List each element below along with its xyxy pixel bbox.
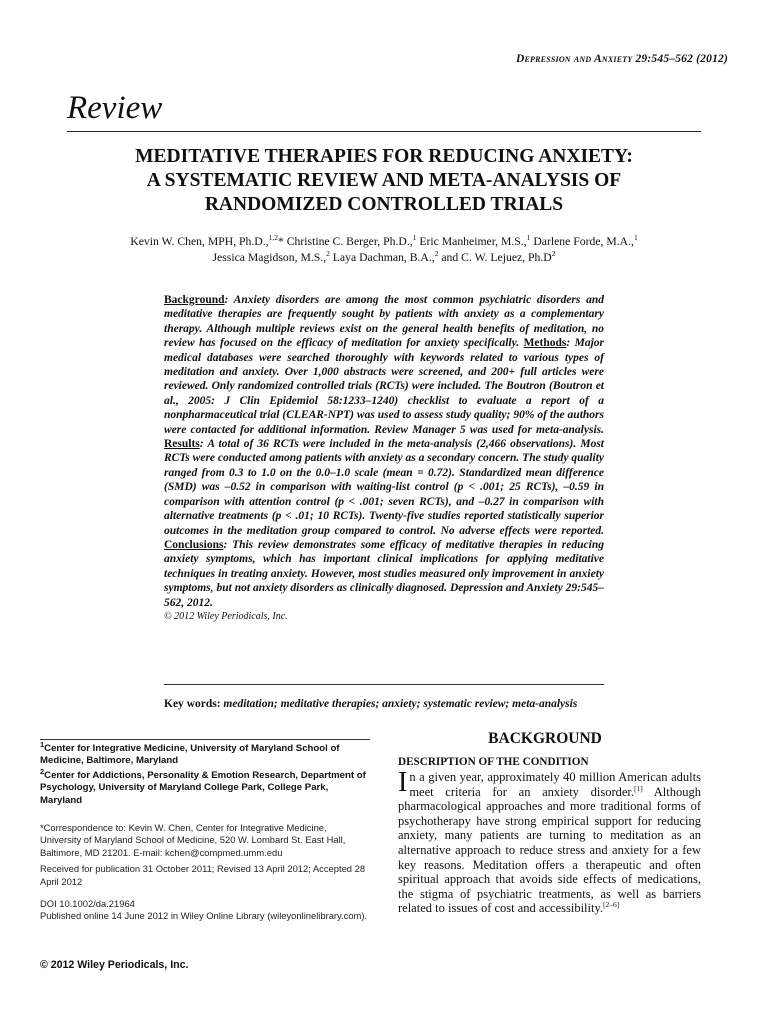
published-online: Published online 14 June 2012 in Wiley Online Library (wileyonlinelibrary.com). xyxy=(40,910,368,922)
article-title xyxy=(67,145,701,217)
abstract-methods-label: Methods xyxy=(523,337,567,350)
author: Kevin W. Chen, MPH, Ph.D., xyxy=(130,235,269,248)
section-divider xyxy=(67,131,701,132)
author-affil-sup: 1 xyxy=(526,233,531,243)
author-affil-sup: 1 xyxy=(633,233,638,243)
footer-copyright: © 2012 Wiley Periodicals, Inc. xyxy=(40,959,189,971)
abstract-conclusions-label: Conclusions xyxy=(164,538,224,551)
keywords xyxy=(164,697,604,712)
author-affil-sup: 2 xyxy=(551,249,556,259)
author: * Christine C. Berger, Ph.D., xyxy=(277,235,413,248)
abstract-background-label: Background xyxy=(164,294,225,306)
affiliation-text: Center for Integrative Medicine, University of Maryland School of Medicine, Baltimore, Maryland xyxy=(40,743,340,767)
author-affil-sup: 2 xyxy=(434,249,439,259)
footnote-divider xyxy=(40,739,370,740)
affiliation-number: 1 xyxy=(40,739,45,749)
abstract-background-text: Anxiety disorders are among the most common psychiatric disorders and meditative therapies are frequently sought by patients with anxiety as a complementary therapy. Although multiple reviews exist on the general health benefits of meditation, no review has focused on the efficacy of meditation for anxiety specifically. xyxy=(164,294,605,350)
author-line xyxy=(67,250,701,266)
author: Jessica Magidson, M.S., xyxy=(212,251,327,264)
correspondence: *Correspondence to: Kevin W. Chen, Center for Integrative Medicine, University of Maryland School of Medicine, 520 W. Lombard St. East Hall, Baltimore, MD 21201. E-mail: kchen@compmed.umm.edu xyxy=(40,822,346,858)
body-text: n a given year, approximately 40 million American adults meet criteria for an anxiety disorder. xyxy=(409,770,701,799)
author-affil-sup: 1 xyxy=(412,233,417,243)
abstract-results-text: A total of 36 RCTs were included in the meta-analysis (2,466 observations). Most RCTs were conducted among patients with anxiety as a secondary concern. The study quality ranged from 0.3 to 1.0 on the 0.0–1.0 scale (mean = 0.72). Standardized mean difference (SMD) was –0.52 in comparison with waiting-list control (p < .001; 25 RCTs), –0.59 in comparison with attention control (p < .001; seven RCTs), and –0.27 in comparison with alternative treatments (p < .01; 10 RCTs). Twenty-five studies reported statistically superior outcomes in the meditation group compared to control. No adverse effects were reported. xyxy=(164,438,604,537)
journal-citation: 29:545–562 (2012) xyxy=(635,53,728,65)
affiliation xyxy=(40,766,370,807)
journal-header xyxy=(516,53,728,65)
abstract-conclusions-text: This review demonstrates some efficacy of meditative therapies in reducing anxiety symptoms, which has important clinical implications for applying meditative techniques in treating anxiety. However, most studies measured only improvement in anxiety symptoms, but not anxiety disorders as clinically diagnosed. Depression and Anxiety 29:545–562, 2012. xyxy=(164,538,604,609)
citation-ref: [1] xyxy=(634,783,643,793)
author-affil-sup: 2 xyxy=(326,249,330,259)
title-line: MEDITATIVE THERAPIES FOR REDUCING ANXIETY: xyxy=(135,146,633,167)
affiliation-text: Center for Addictions, Personality & Emotion Research, Department of Psychology, University of Maryland College Park, College Park, Maryland xyxy=(40,769,366,806)
affiliations xyxy=(40,739,370,809)
author: Laya Dachman, B.A., xyxy=(329,251,435,264)
author-list xyxy=(67,234,701,266)
doi: DOI 10.1002/da.21964 xyxy=(40,898,135,910)
affiliation xyxy=(40,739,370,768)
article-notes xyxy=(40,822,370,923)
keywords-label: Key words: xyxy=(164,698,221,710)
abstract-copyright: © 2012 Wiley Periodicals, Inc. xyxy=(164,610,288,622)
drop-cap: I xyxy=(398,767,408,798)
abstract-results-label: Results xyxy=(164,438,200,451)
body-paragraph xyxy=(398,767,701,916)
author: Darlene Forde, M.A., xyxy=(530,235,634,248)
section-heading: BACKGROUND xyxy=(488,730,602,747)
journal-name: Depression and Anxiety xyxy=(516,53,633,65)
affiliation-number: 2 xyxy=(40,766,45,776)
author: and C. W. Lejuez, Ph.D xyxy=(438,251,552,264)
title-line: RANDOMIZED CONTROLLED TRIALS xyxy=(204,194,564,215)
body-text: Although pharmacological approaches and more traditional forms of psychotherapy have strong empirical support for reducing anxiety, many patients are turning to meditation as an alternative approach to reduce stress and anxiety for a few key reasons. Meditation offers a therapeutic and often spiritual approach that avoids side effects of medications, the stigma of psychiatric treatments, as well as barriers related to issues of cost and accessibility. xyxy=(398,784,701,916)
dates-received: Received for publication 31 October 2011; Revised 13 April 2012; Accepted 28 April 2012 xyxy=(40,863,366,887)
abstract-divider xyxy=(164,684,604,685)
section-label: Review xyxy=(67,90,163,126)
keywords-text: meditation; meditative therapies; anxiety; systematic review; meta-analysis xyxy=(223,698,578,710)
abstract-methods-text: Major medical databases were searched thoroughly with keywords related to various types of meditation and anxiety. Over 1,000 abstracts were screened, and 200+ full articles were reviewed. Only randomized controlled trials (RCTs) were included. The Boutron (Boutron et al., 2005: J Clin Epidemiol 58:1233–1240) checklist to evaluate a report of a nonpharmaceutical trial (CLEAR-NPT) was used to assess study quality; 90% of the authors were contacted for additional information. Review Manager 5 was used for meta-analysis. xyxy=(164,337,604,436)
subsection-heading: DESCRIPTION OF THE CONDITION xyxy=(398,756,589,768)
abstract: Background: Anxiety disorders are among the most common psychiatric disorders and meditative therapies are frequently sought by patients with anxiety as a complementary therapy. Although multiple reviews exist on the general health benefits of meditation, no review has focused on the efficacy of meditation for anxiety specifically. Methods: Major medical databases were searched thoroughly with keywords related to various types of meditation and anxiety. Over 1,000 abstracts were screened, and 200+ full articles were reviewed. Only randomized controlled trials (RCTs) were included. The Boutron (Boutron et al., 2005: J Clin Epidemiol 58:1233–1240) checklist to evaluate a report of a nonpharmaceutical trial (CLEAR-NPT) was used to assess study quality; 90% of the authors were contacted for additional information. Review Manager 5 was used for meta-analysis. Results: A total of 36 RCTs were included in the meta-analysis (2,466 observations). Most RCTs were conducted among patients with anxiety as a secondary concern. The study quality ranged from 0.3 to 1.0 on the 0.0–1.0 scale (mean = 0.72). Standardized mean difference (SMD) was –0.52 in comparison with waiting-list control (p < .001; 25 RCTs), –0.59 in comparison with attention control (p < .001; seven RCTs), and –0.27 in comparison with alternative treatments (p < .01; 10 RCTs). Twenty-five studies reported statistically superior outcomes in the meditation group compared to control. No adverse effects were reported. Conclusions: This review demonstrates some efficacy of meditative therapies in reducing anxiety symptoms, which has important clinical implications for applying meditative techniques in treating anxiety. However, most studies measured only improvement in anxiety symptoms, but not anxiety disorders as clinically diagnosed. Depression and Anxiety 29:545–562, 2012. © 2012 Wiley Periodicals, Inc. xyxy=(164,293,604,624)
title-line: A SYSTEMATIC REVIEW AND META-ANALYSIS OF xyxy=(146,170,622,191)
citation-ref: [2–6] xyxy=(603,900,620,910)
author: Eric Manheimer, M.S., xyxy=(416,235,527,248)
author-affil-sup: 1,2 xyxy=(268,233,278,243)
author-line xyxy=(67,234,701,250)
